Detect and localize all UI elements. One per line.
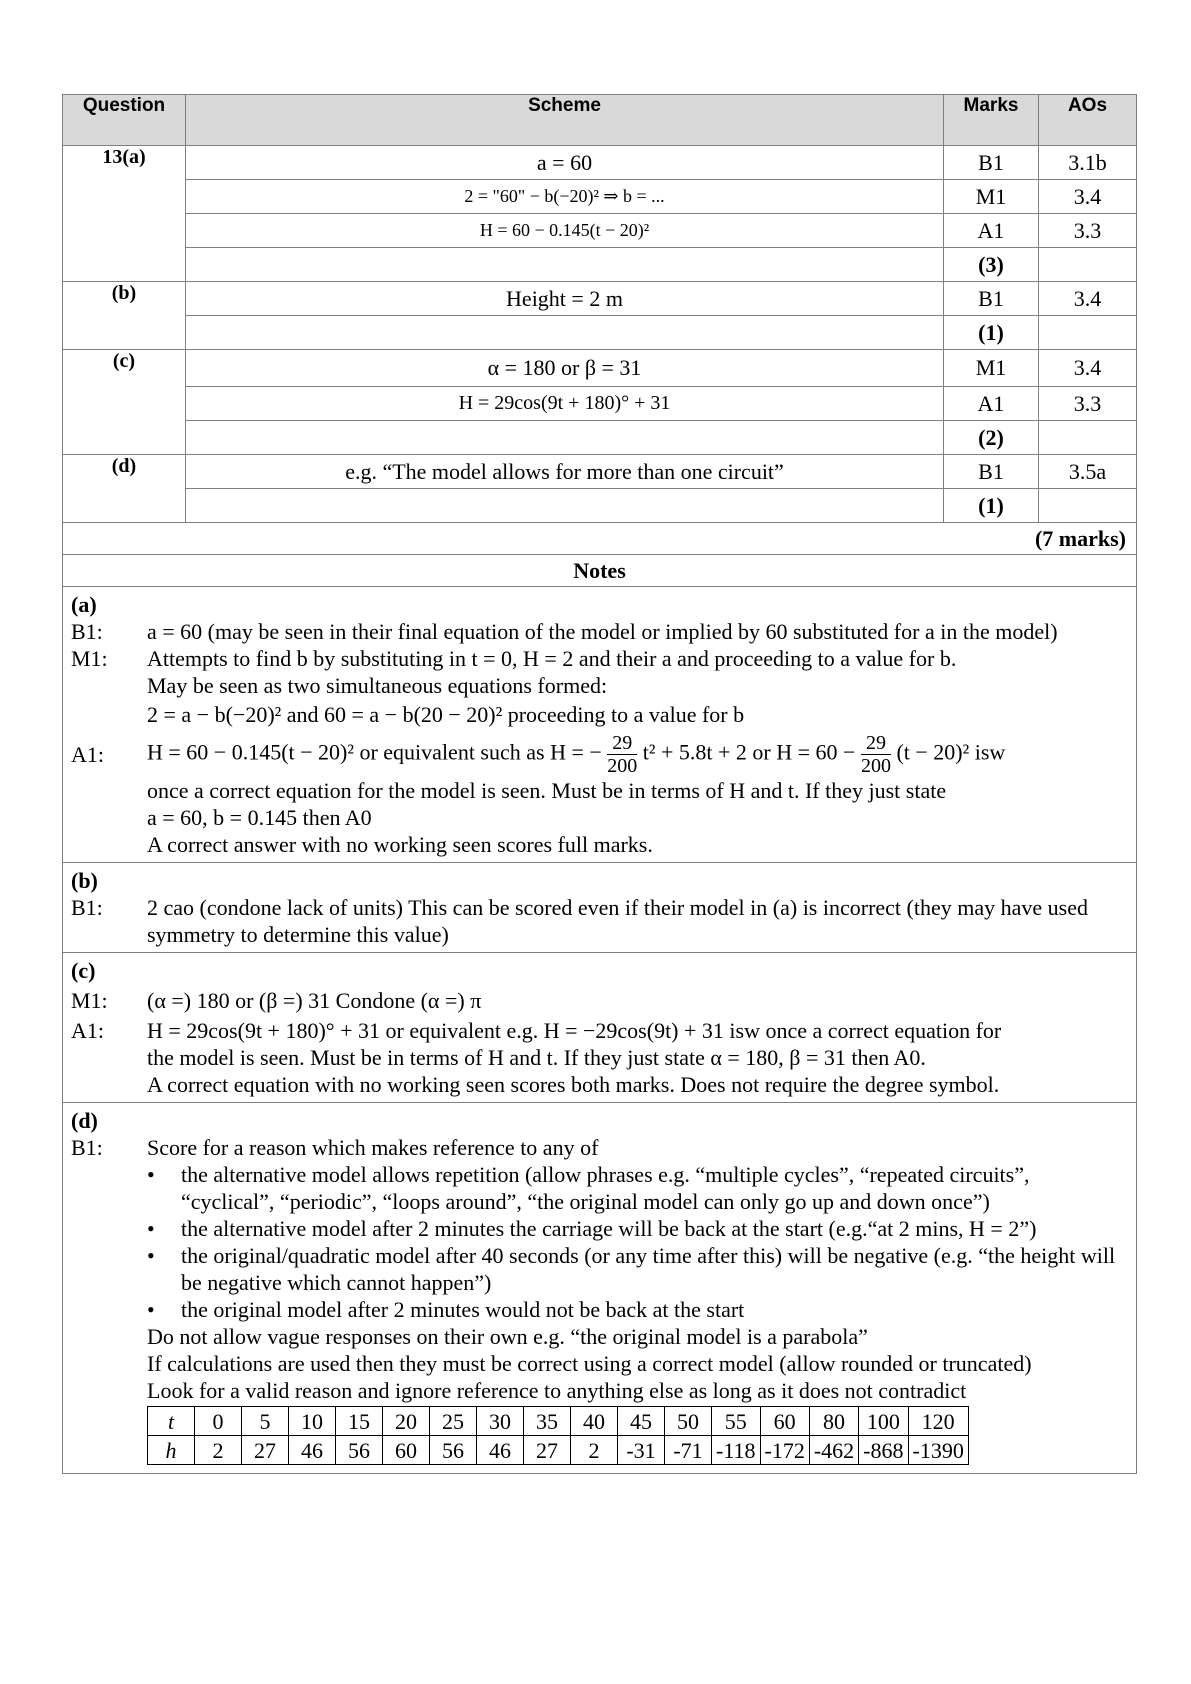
subtotal-row (63, 316, 1137, 350)
list-item: • the alternative model allows repetition (allow phrases e.g. “multiple cycles”, “repeated circuits”, “cyclical”, “periodic”, “loops around”, “the original model can only go up and down once”) (181, 1161, 1128, 1215)
list-item: • the original/quadratic model after 40 seconds (or any time after this) will be negative (e.g. “the height will be negative which cannot happen”) (181, 1242, 1128, 1296)
note-text: once a correct equation for the model is seen. Must be in terms of H and t. If they just state (147, 778, 947, 803)
table-cell: 46 (289, 1436, 336, 1465)
mark-cell: A1 (944, 214, 1039, 248)
scheme-cell: α = 180 or β = 31 (186, 350, 944, 387)
note-text: H = 29cos(9t + 180)° + 31 or equivalent e.g. H = −29cos(9t) + 31 isw once a correct equation for (147, 1018, 1002, 1043)
note-text: May be seen as two simultaneous equations formed: (147, 673, 608, 698)
note-text: the model is seen. Must be in terms of H and t. If they just state α = 180, β = 31 then A0. (147, 1045, 926, 1070)
table-cell: 45 (618, 1407, 665, 1436)
ao-cell: 3.4 (1039, 180, 1137, 214)
ao-cell: 3.1b (1039, 146, 1137, 180)
table-cell: 27 (242, 1436, 289, 1465)
list-item: • the original model after 2 minutes would not be back at the start (181, 1296, 1128, 1323)
notes-label: (a) (71, 592, 97, 617)
table-cell: 56 (336, 1436, 383, 1465)
table-cell: -1390 (908, 1436, 968, 1465)
note-equation: 2 = a − b(−20)² and 60 = a − b(20 − 20)² proceeding to a value for b (147, 702, 745, 727)
note-text: If calculations are used then they must be correct using a correct model (allow rounded or truncated) (147, 1351, 1032, 1376)
table-cell: 27 (524, 1436, 571, 1465)
note-equation: H = 60 − 0.145(t − 20)² or equivalent such as H = − $\frac{29}{200}$ t² + 5.8t + 2 or H = 60 − $\frac{29}{200}$ (t − 20)² isw (147, 732, 1006, 777)
note-text: a = 60 (may be seen in their final equation of the model or implied by 60 substituted for a in the model) (147, 619, 1058, 644)
subtotal-cell: (3) (944, 248, 1039, 282)
fraction: $\frac{29}{200}$ (607, 732, 638, 777)
note-text: Look for a valid reason and ignore reference to anything else as long as it does not contradict (147, 1378, 967, 1403)
row-header: h (148, 1436, 195, 1465)
table-cell: -172 (760, 1436, 809, 1465)
table-cell: 20 (383, 1407, 430, 1436)
note-text: a = 60, b = 0.145 then A0 (147, 805, 372, 830)
h-values-row (148, 1436, 969, 1465)
note-text: Score for a reason which makes reference to any of (147, 1135, 599, 1160)
ao-cell: 3.4 (1039, 350, 1137, 387)
subtotal-row (63, 421, 1137, 455)
table-cell: 50 (665, 1407, 712, 1436)
scheme-cell: a = 60 (186, 146, 944, 180)
mark-code: M1: (71, 988, 108, 1013)
notes-title-row (63, 555, 1137, 587)
ao-cell: 3.3 (1039, 387, 1137, 421)
part-label: (d) (63, 455, 186, 523)
table-cell: 60 (383, 1436, 430, 1465)
subtotal-cell: (2) (944, 421, 1039, 455)
table-cell: 5 (242, 1407, 289, 1436)
header-aos: AOs (1039, 95, 1137, 146)
table-cell: 15 (336, 1407, 383, 1436)
notes-section-d (63, 1103, 1137, 1474)
note-text: A correct equation with no working seen scores both marks. Does not require the degree symbol. (147, 1072, 1000, 1097)
total-row (63, 523, 1137, 555)
table-cell: -71 (665, 1436, 712, 1465)
mark-cell: M1 (944, 350, 1039, 387)
table-cell: 25 (430, 1407, 477, 1436)
part-label: (c) (63, 350, 186, 455)
scheme-row (63, 180, 1137, 214)
mark-cell: M1 (944, 180, 1039, 214)
table-cell: -118 (712, 1436, 761, 1465)
scheme-cell: H = 60 − 0.145(t − 20)² (186, 214, 944, 248)
ao-cell: 3.4 (1039, 282, 1137, 316)
table-cell: 60 (760, 1407, 809, 1436)
scheme-row (63, 282, 1137, 316)
reason-list (71, 1161, 1128, 1323)
scheme-cell: 2 = "60" − b(−20)² ⇒ b = ... (186, 180, 944, 214)
table-cell: -868 (859, 1436, 908, 1465)
scheme-row (63, 146, 1137, 180)
mark-code: A1: (71, 1018, 104, 1043)
values-table (147, 1406, 969, 1465)
subtotal-cell: (1) (944, 489, 1039, 523)
mark-code: M1: (71, 646, 108, 671)
table-cell: 40 (571, 1407, 618, 1436)
mark-cell: A1 (944, 387, 1039, 421)
table-cell: 2 (195, 1436, 242, 1465)
subtotal-row (63, 248, 1137, 282)
notes-section-c (63, 953, 1137, 1103)
table-cell: -31 (618, 1436, 665, 1465)
scheme-row (63, 387, 1137, 421)
scheme-row (63, 455, 1137, 489)
table-cell: 2 (571, 1436, 618, 1465)
mark-cell: B1 (944, 455, 1039, 489)
note-text: Attempts to find b by substituting in t = 0, H = 2 and their a and proceeding to a value for b. (147, 646, 957, 671)
notes-label: (d) (71, 1108, 98, 1133)
part-label: (b) (63, 282, 186, 350)
table-cell: 120 (908, 1407, 968, 1436)
table-cell: 10 (289, 1407, 336, 1436)
mark-code: B1: (71, 895, 103, 920)
table-cell: 100 (859, 1407, 908, 1436)
mark-cell: B1 (944, 146, 1039, 180)
table-cell: -462 (809, 1436, 858, 1465)
mark-code: A1: (71, 742, 104, 767)
total-marks: (7 marks) (63, 523, 1137, 555)
part-label: 13(a) (63, 146, 186, 282)
note-text: (α =) 180 or (β =) 31 Condone (α =) π (147, 988, 482, 1013)
table-cell: 46 (477, 1436, 524, 1465)
scheme-row (63, 214, 1137, 248)
mark-scheme-table (62, 94, 1137, 1474)
table-cell: 0 (195, 1407, 242, 1436)
notes-label: (c) (71, 958, 96, 983)
row-header: t (148, 1407, 195, 1436)
scheme-cell: e.g. “The model allows for more than one circuit” (186, 455, 944, 489)
header-scheme: Scheme (186, 95, 944, 146)
table-cell: 55 (712, 1407, 761, 1436)
mark-cell: B1 (944, 282, 1039, 316)
notes-section-b (63, 863, 1137, 953)
header-row (63, 95, 1137, 146)
mark-scheme-page (62, 94, 1136, 1474)
table-cell: 30 (477, 1407, 524, 1436)
list-item: • the alternative model after 2 minutes the carriage will be back at the start (e.g.“at 2 mins, H = 2”) (181, 1215, 1128, 1242)
table-cell: 56 (430, 1436, 477, 1465)
subtotal-row (63, 489, 1137, 523)
note-text: 2 cao (condone lack of units) This can be scored even if their model in (a) is incorrect (they may have used symmetry to determine this value) (147, 895, 1088, 947)
scheme-cell: H = 29cos(9t + 180)° + 31 (186, 387, 944, 421)
mark-code: B1: (71, 1135, 103, 1160)
notes-section-a (63, 587, 1137, 863)
notes-title: Notes (63, 555, 1137, 587)
mark-code: B1: (71, 619, 103, 644)
table-cell: 80 (809, 1407, 858, 1436)
fraction: $\frac{29}{200}$ (860, 732, 891, 777)
table-cell: 35 (524, 1407, 571, 1436)
notes-label: (b) (71, 868, 98, 893)
scheme-row (63, 350, 1137, 387)
scheme-cell: Height = 2 m (186, 282, 944, 316)
note-text: Do not allow vague responses on their own e.g. “the original model is a parabola” (147, 1324, 868, 1349)
ao-cell: 3.3 (1039, 214, 1137, 248)
subtotal-cell: (1) (944, 316, 1039, 350)
t-values-row (148, 1407, 969, 1436)
header-question: Question (63, 95, 186, 146)
ao-cell: 3.5a (1039, 455, 1137, 489)
header-marks: Marks (944, 95, 1039, 146)
note-text: A correct answer with no working seen scores full marks. (147, 832, 653, 857)
